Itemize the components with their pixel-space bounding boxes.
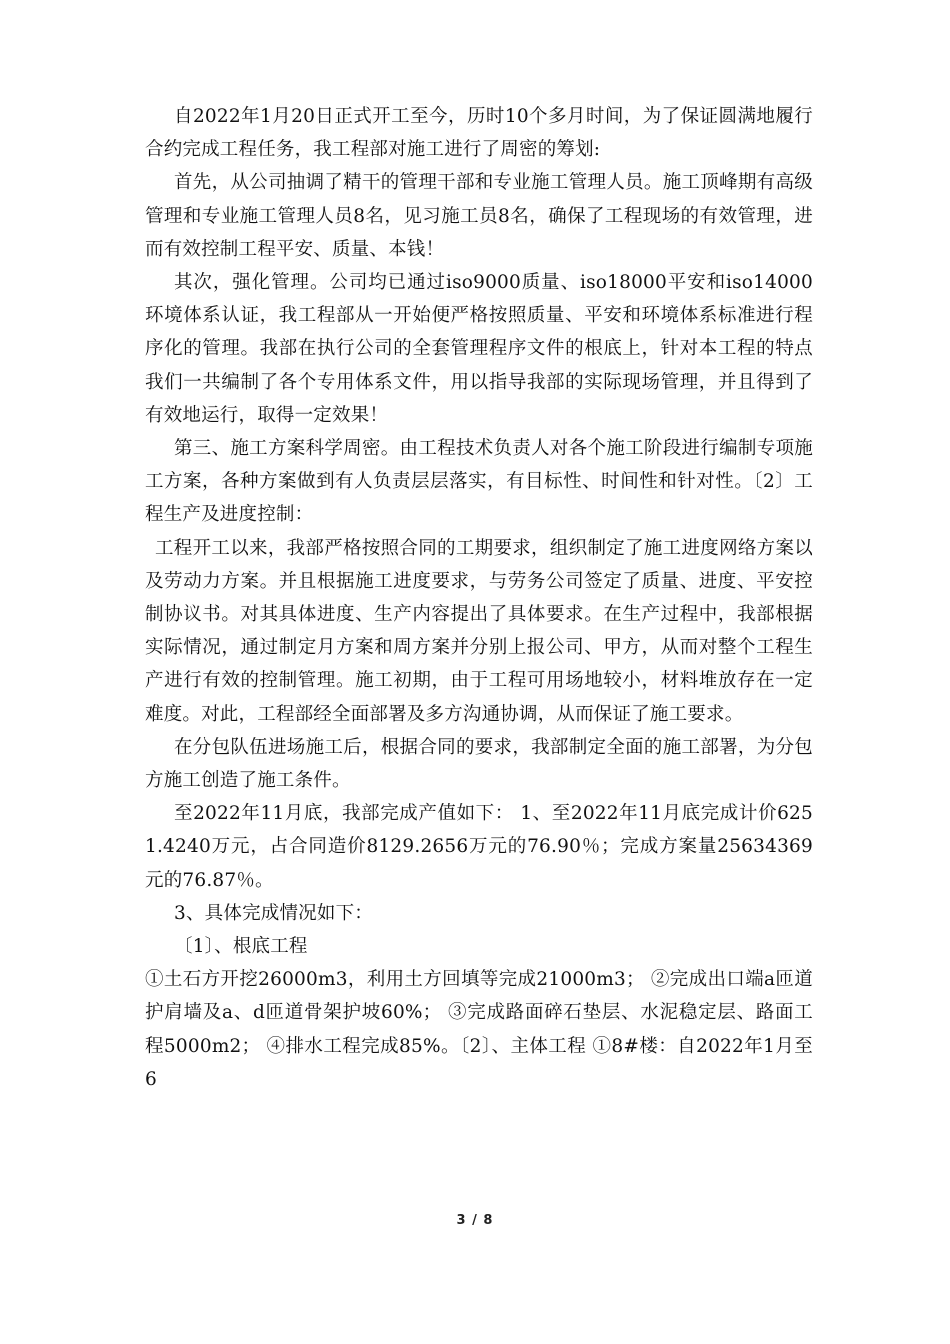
document-body [145, 100, 813, 1096]
paragraph-third: 第三、施工方案科学周密。由工程技术负责人对各个施工阶段进行编制专项施工方案，各种方案做到有人负责层层落实，有目标性、时间性和针对性。〔2〕工程生产及进度控制： [145, 438, 813, 526]
paragraph-subcontract: 在分包队伍进场施工后，根据合同的要求，我部制定全面的施工部署，为分包方施工创造了施工条件。 [145, 736, 813, 792]
paragraph-intro: 自2022年1月20日正式开工至今，历时10个多月时间，为了保证圆满地履行合约完成工程任务，我工程部对施工进行了周密的筹划: [145, 106, 813, 161]
paragraph-first: 首先，从公司抽调了精干的管理干部和专业施工管理人员。施工顶峰期有高级管理和专业施工管理人员8名，见习施工员8名，确保了工程现场的有效管理，进而有效控制工程平安、质量、本钱！ [145, 172, 813, 260]
paragraph-output-value: 至2022年11月底，我部完成产值如下： 1、至2022年11月底完成计价6251.4240万元，占合同造价8129.2656万元的76.90％；完成方案量25634369元的76.87％。 [145, 803, 813, 891]
paragraph-second: 其次，强化管理。公司均已通过iso9000质量、iso18000平安和iso14000环境体系认证，我工程部从一开始便严格按照质量、平安和环境体系标准进行程序化的管理。我部在执行公司的全套管理程序文件的根底上，针对本工程的特点我们一共编制了各个专用体系文件，用以指导我部的实际现场管理，并且得到了有效地运行，取得一定效果！ [145, 272, 813, 426]
paragraph-foundation-details: ①土石方开挖26000m3，利用土方回填等完成21000m3； ②完成出口端a匝道护肩墙及a、d匝道骨架护坡60%； ③完成路面碎石垫层、水泥稳定层、路面工程5000m2； ④排水工程完成85%。〔2〕、主体工程 ①8#楼：自2022年1月至6 [145, 969, 813, 1090]
paragraph-completion-heading: 3、具体完成情况如下： [174, 902, 373, 924]
paragraph-progress-control: 工程开工以来，我部严格按照合同的工期要求，组织制定了施工进度网络方案以及劳动力方案。并且根据施工进度要求，与劳务公司签定了质量、进度、平安控制协议书。对其具体进度、生产内容提出了具体要求。在生产过程中，我部根据实际情况，通过制定月方案和周方案并分别上报公司、甲方，从而对整个工程生产进行有效的控制管理。施工初期，由于工程可用场地较小，材料堆放存在一定难度。对此，工程部经全面部署及多方沟通协调，从而保证了施工要求。 [145, 537, 813, 725]
page-number: 3 / 8 [456, 1213, 494, 1228]
paragraph-foundation-heading: 〔1〕、根底工程 [174, 936, 308, 958]
